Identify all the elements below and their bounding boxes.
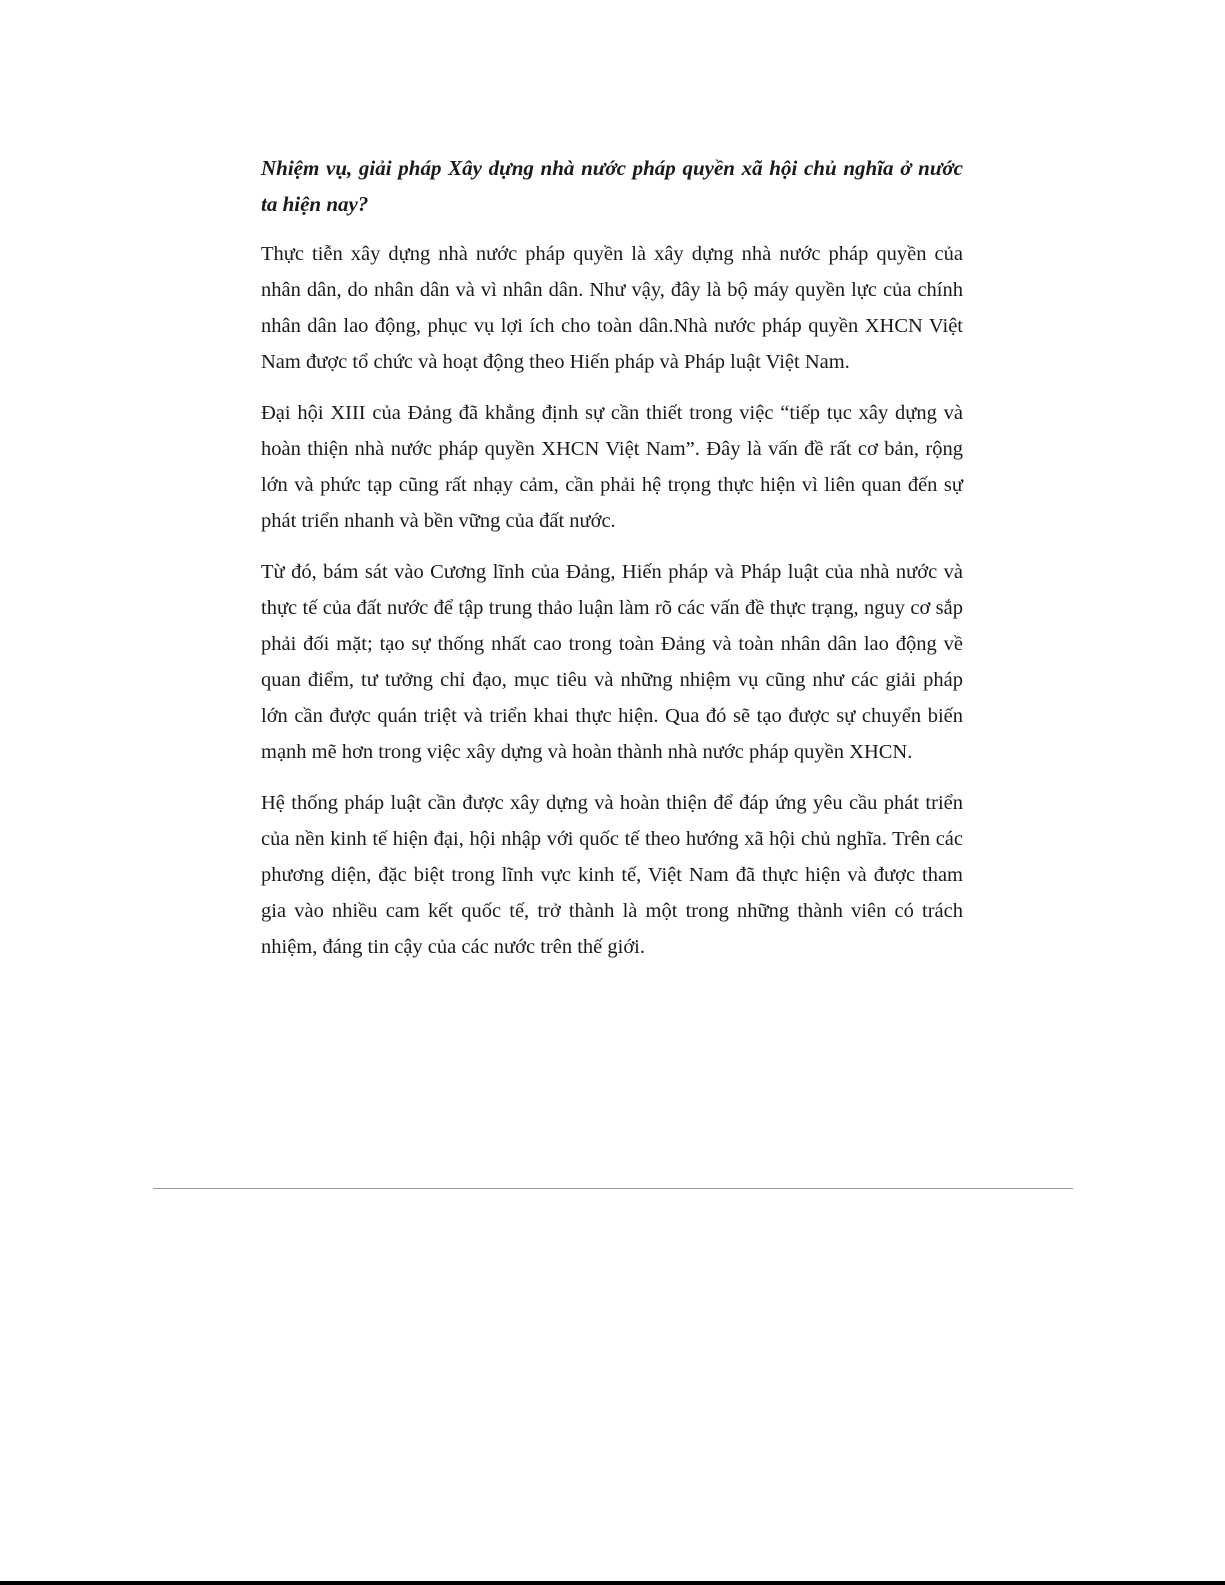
page-bottom-edge: [0, 1581, 1225, 1585]
page-footer-divider: [153, 1188, 1073, 1189]
document-body: [261, 150, 963, 980]
paragraph-2: Đại hội XIII của Đảng đã khẳng định sự cần thiết trong việc “tiếp tục xây dựng và hoàn thiện nhà nước pháp quyền XHCN Việt Nam”. Đây là vấn đề rất cơ bản, rộng lớn và phức tạp cũng rất nhạy cảm, cần phải hệ trọng thực hiện vì liên quan đến sự phát triển nhanh và bền vững của đất nước.: [261, 402, 963, 532]
paragraph-4: Hệ thống pháp luật cần được xây dựng và hoàn thiện để đáp ứng yêu cầu phát triển của nền kinh tế hiện đại, hội nhập với quốc tế theo hướng xã hội chủ nghĩa. Trên các phương diện, đặc biệt trong lĩnh vực kinh tế, Việt Nam đã thực hiện và được tham gia vào nhiều cam kết quốc tế, trở thành là một trong những thành viên có trách nhiệm, đáng tin cậy của các nước trên thế giới.: [261, 792, 963, 958]
paragraph-3: Từ đó, bám sát vào Cương lĩnh của Đảng, Hiến pháp và Pháp luật của nhà nước và thực tế của đất nước để tập trung thảo luận làm rõ các vấn đề thực trạng, nguy cơ sắp phải đối mặt; tạo sự thống nhất cao trong toàn Đảng và toàn nhân dân lao động về quan điểm, tư tưởng chỉ đạo, mục tiêu và những nhiệm vụ cũng như các giải pháp lớn cần được quán triệt và triển khai thực hiện. Qua đó sẽ tạo được sự chuyển biến mạnh mẽ hơn trong việc xây dựng và hoàn thành nhà nước pháp quyền XHCN.: [261, 561, 963, 763]
paragraph-1: Thực tiễn xây dựng nhà nước pháp quyền là xây dựng nhà nước pháp quyền của nhân dân, do nhân dân và vì nhân dân. Như vậy, đây là bộ máy quyền lực của chính nhân dân lao động, phục vụ lợi ích cho toàn dân.Nhà nước pháp quyền XHCN Việt Nam được tổ chức và hoạt động theo Hiến pháp và Pháp luật Việt Nam.: [261, 243, 963, 373]
document-title: Nhiệm vụ, giải pháp Xây dựng nhà nước pháp quyền xã hội chủ nghĩa ở nước ta hiện nay?: [261, 156, 963, 216]
